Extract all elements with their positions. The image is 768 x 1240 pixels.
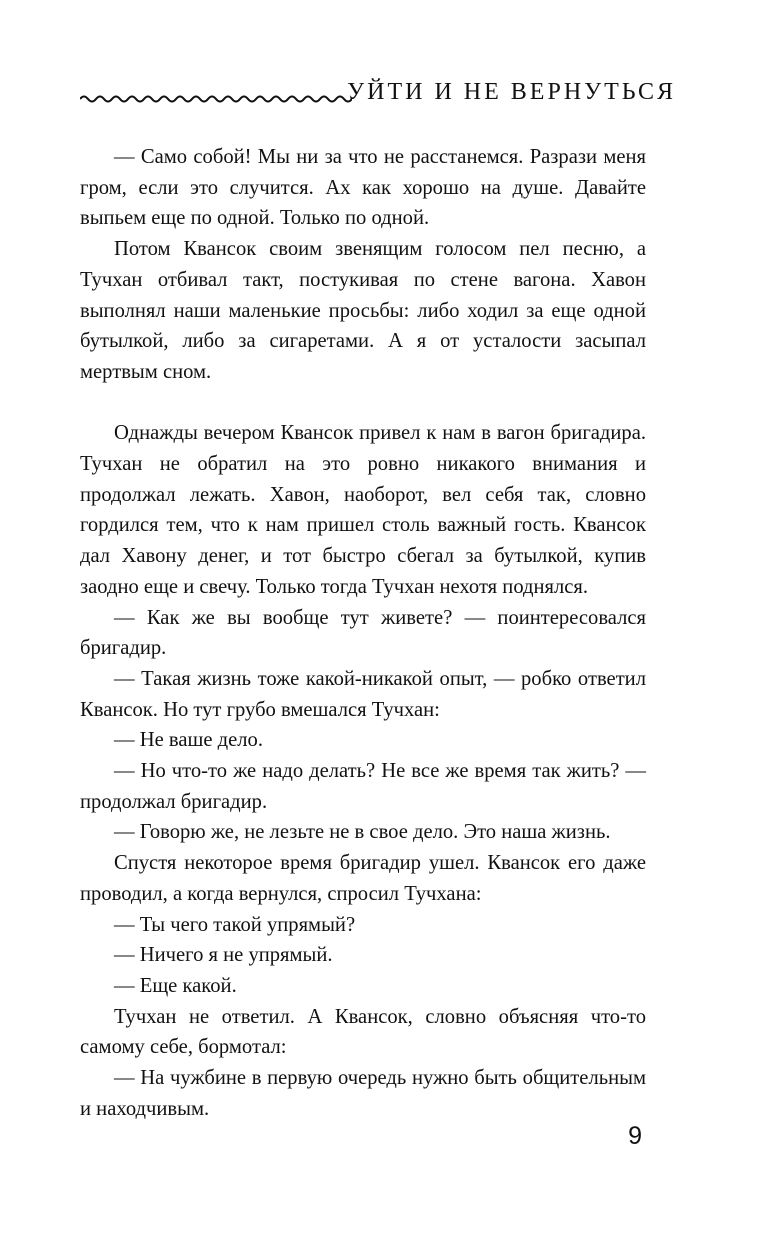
paragraph: — Ты чего такой упрямый?	[114, 913, 356, 936]
paragraph: — Как же вы вообще тут живете? — поинтересовался бригадир.	[80, 606, 646, 660]
paragraph: — Ничего я не упрямый.	[114, 944, 333, 967]
paragraph: — Еще какой.	[114, 974, 237, 997]
running-head	[80, 78, 676, 118]
paragraph: Спустя некоторое время бригадир ушел. Квансок его даже проводил, а когда вернулся, спросил Тучхана:	[80, 852, 646, 905]
paragraph: — Не ваше дело.	[114, 729, 263, 752]
paragraph: — Говорю же, не лезьте не в свое дело. Это наша жизнь.	[114, 821, 611, 844]
page-text	[80, 142, 646, 1124]
paragraph: Потом Квансок своим звенящим голосом пел песню, а Тучхан отбивал такт, постукивая по стене вагона. Хавон выполнял наши маленькие просьбы: либо ходил за еще одной бутылкой, либо за сигаретами. А я от усталости засыпал мертвым сном.	[80, 238, 646, 383]
paragraph: — На чужбине в первую очередь нужно быть общительным и находчивым.	[80, 1067, 646, 1120]
paragraph: — Такая жизнь тоже какой-никакой опыт, — робко ответил Квансок. Но тут грубо вмешался Тучхан:	[80, 667, 646, 721]
paragraph: — Само собой! Мы ни за что не расстанемся. Разрази меня гром, если это случится. Ах как хорошо на душе. Давайте выпьем еще по одной. Только по одной.	[80, 146, 646, 230]
paragraph: Однажды вечером Квансок привел к нам в вагон бригадира. Тучхан не обратил на это ровно никакого внимания и продолжал лежать. Хавон, наоборот, вел себя так, словно гордился тем, что к нам пришел столь важный гость. Квансок дал Хавону денег, и тот быстро сбегал за бутылкой, купив заодно еще и свечу. Только тогда Тучхан нехотя поднялся.	[80, 422, 646, 598]
page-number: 9	[628, 1122, 642, 1150]
paragraph: Тучхан не ответил. А Квансок, словно объясняя что-то самому себе, бормотал:	[80, 1005, 646, 1059]
running-head-title: УЙТИ И НЕ ВЕРНУТЬСЯ	[347, 79, 676, 105]
wavy-ornament-icon	[80, 92, 352, 106]
paragraph: — Но что-то же надо делать? Не все же время так жить? — продолжал бригадир.	[80, 760, 646, 813]
